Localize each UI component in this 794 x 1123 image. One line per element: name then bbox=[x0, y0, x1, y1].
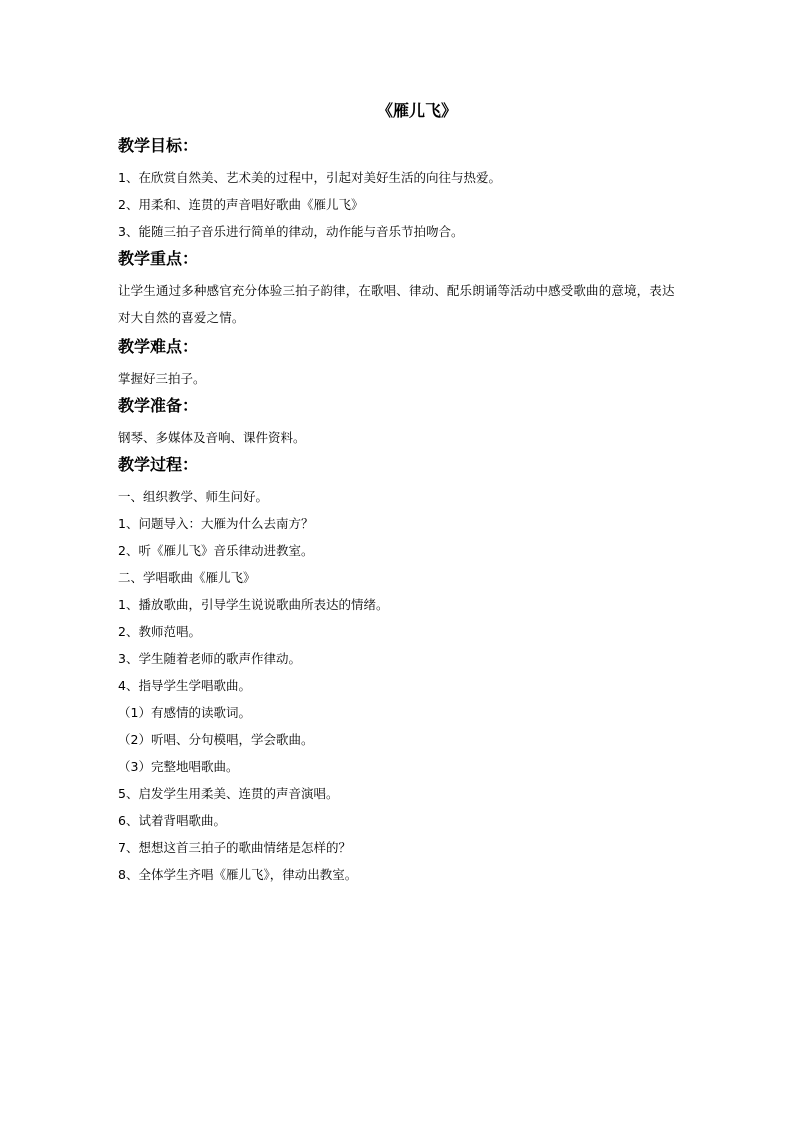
heading-preparation: 教学准备： bbox=[118, 396, 199, 415]
document-title: 《雁儿飞》 bbox=[376, 101, 457, 120]
goal-item: 3、能随三拍子音乐进行简单的律动，动作能与音乐节拍吻合。 bbox=[118, 224, 464, 239]
process-item: 5、启发学生用柔美、连贯的声音演唱。 bbox=[118, 786, 339, 801]
process-item: 1、播放歌曲，引导学生说说歌曲所表达的情绪。 bbox=[118, 597, 389, 612]
process-item: 3、学生随着老师的歌声作律动。 bbox=[118, 651, 301, 666]
process-item: （2）听唱、分句模唱，学会歌曲。 bbox=[118, 732, 314, 747]
heading-key-points: 教学重点： bbox=[118, 249, 199, 268]
difficulties-text: 掌握好三拍子。 bbox=[118, 371, 206, 386]
process-item: 一、组织教学、师生问好。 bbox=[118, 489, 269, 504]
goal-item: 2、用柔和、连贯的声音唱好歌曲《雁儿飞》 bbox=[118, 197, 364, 212]
process-item: 二、学唱歌曲《雁儿飞》 bbox=[118, 570, 256, 585]
document-page bbox=[118, 96, 688, 888]
process-item: 1、问题导入：大雁为什么去南方？ bbox=[118, 516, 314, 531]
preparation-text: 钢琴、多媒体及音响、课件资料。 bbox=[118, 430, 306, 445]
process-item: 8、全体学生齐唱《雁儿飞》，律动出教室。 bbox=[118, 867, 358, 882]
process-item: （1）有感情的读歌词。 bbox=[118, 705, 251, 720]
process-item: 7、想想这首三拍子的歌曲情绪是怎样的？ bbox=[118, 840, 351, 855]
heading-difficulties: 教学难点： bbox=[118, 337, 199, 356]
process-item: 4、指导学生学唱歌曲。 bbox=[118, 678, 251, 693]
process-item: 2、教师范唱。 bbox=[118, 624, 201, 639]
heading-process: 教学过程： bbox=[118, 455, 199, 474]
goal-item: 1、在欣赏自然美、艺术美的过程中，引起对美好生活的向往与热爱。 bbox=[118, 170, 501, 185]
process-item: 2、听《雁儿飞》音乐律动进教室。 bbox=[118, 543, 314, 558]
process-item: （3）完整地唱歌曲。 bbox=[118, 759, 239, 774]
process-item: 6、试着背唱歌曲。 bbox=[118, 813, 226, 828]
key-points-text: 让学生通过多种感官充分体验三拍子韵律，在歌唱、律动、配乐朗诵等活动中感受歌曲的意境，表达对大自然的喜爱之情。 bbox=[118, 283, 675, 325]
heading-goals: 教学目标： bbox=[118, 136, 199, 155]
